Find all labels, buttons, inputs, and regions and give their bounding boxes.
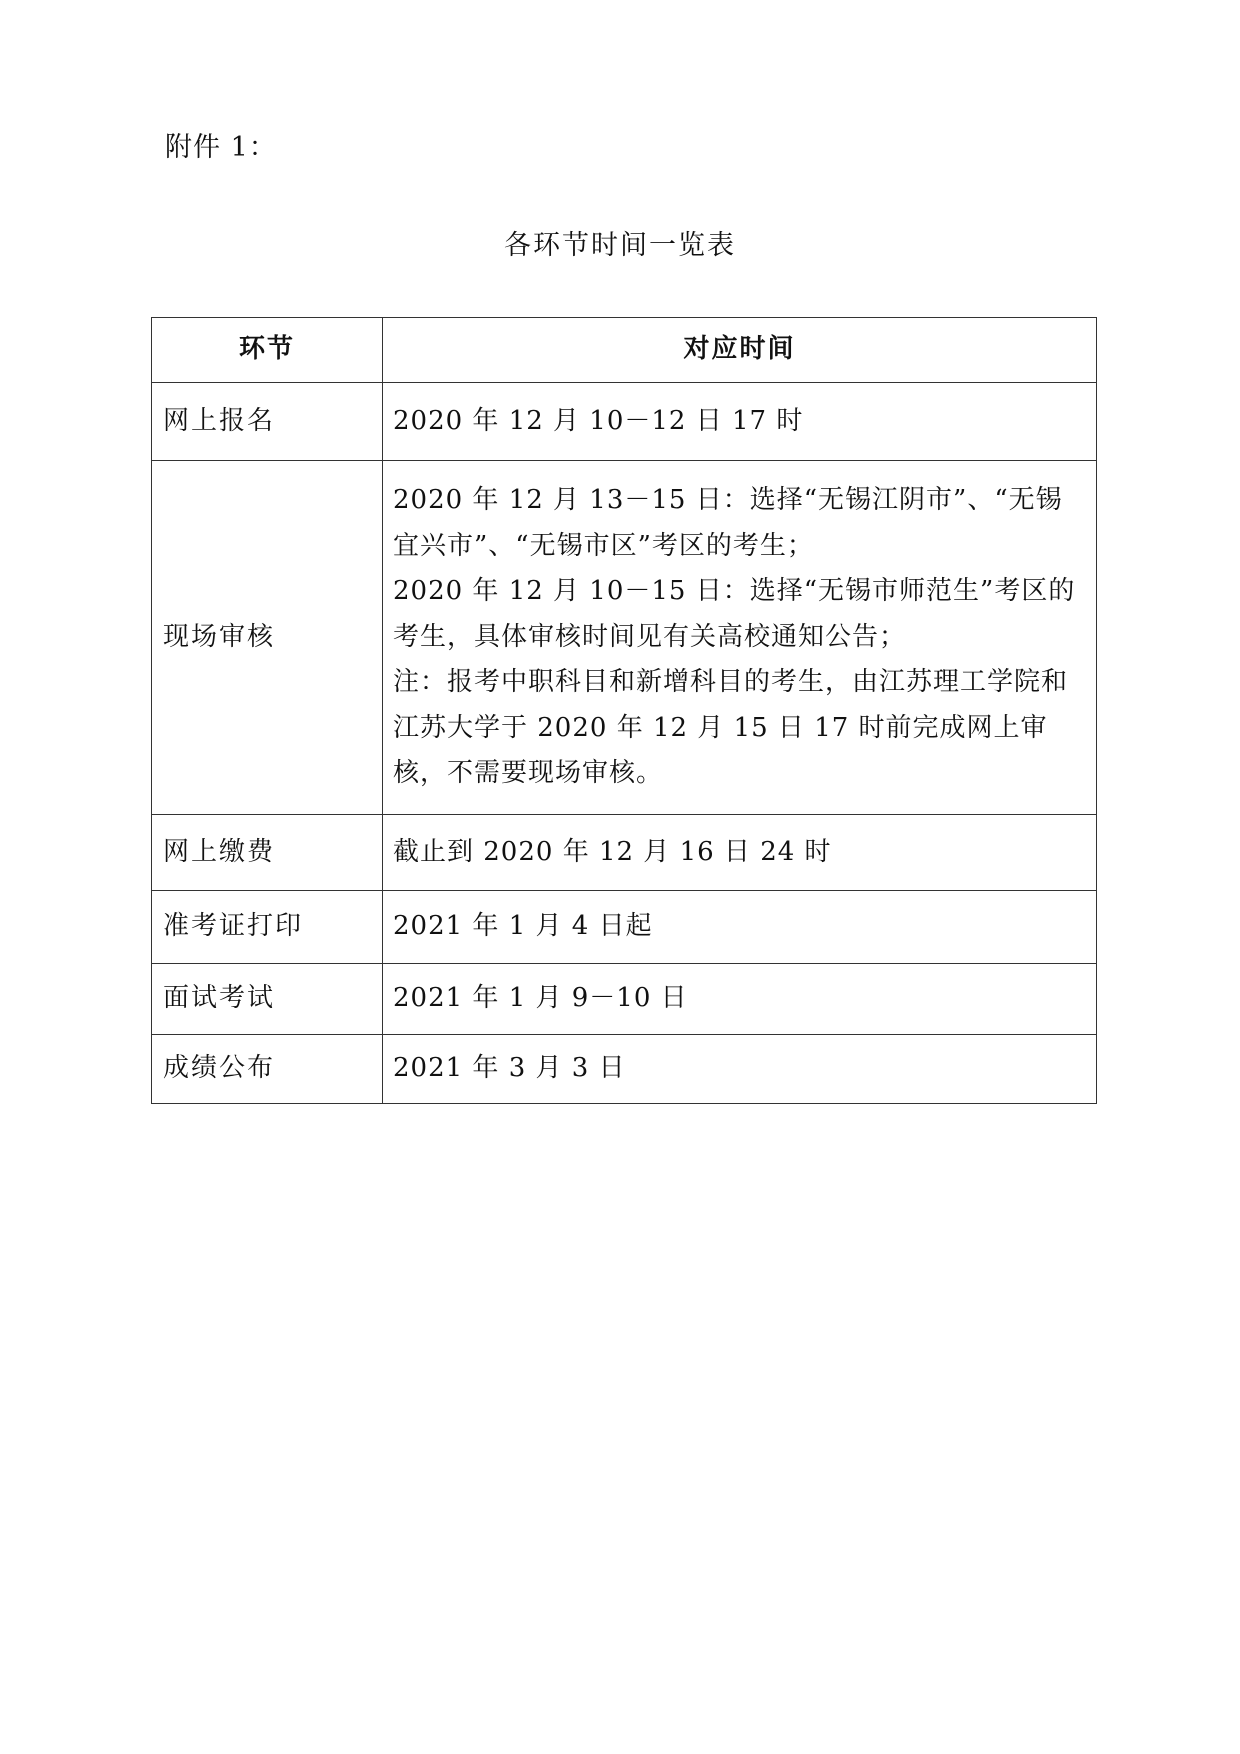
- table-row: [152, 383, 1097, 461]
- time-line: 2021 年 1 月 4 日起: [393, 911, 653, 942]
- table-row: [152, 891, 1097, 964]
- time-line: 2020 年 12 月 10－12 日 17 时: [393, 405, 804, 436]
- time-line: 2020 年 12 月 13－15 日：选择“无锡江阴市”、“无锡宜兴市”、“无锡市区”考区的考生；: [393, 485, 1063, 561]
- time-line: 注：报考中职科目和新增科目的考生，由江苏理工学院和江苏大学于 2020 年 12 月 15 日 17 时前完成网上审核，不需要现场审核。: [393, 667, 1069, 789]
- time-cell: [383, 964, 1097, 1035]
- table-row: [152, 461, 1097, 815]
- table-row: [152, 815, 1097, 891]
- header-time: 对应时间: [383, 318, 1097, 383]
- schedule-table: [151, 317, 1097, 1104]
- header-stage: 环节: [152, 318, 383, 383]
- attachment-label: 附件 1：: [165, 132, 277, 163]
- table-row: [152, 964, 1097, 1035]
- time-line: 2021 年 1 月 9－10 日: [393, 983, 688, 1014]
- time-cell: [383, 461, 1097, 815]
- table-row: [152, 1035, 1097, 1104]
- time-cell: [383, 1035, 1097, 1104]
- table-header-row: [152, 318, 1097, 383]
- time-line: 截止到 2020 年 12 月 16 日 24 时: [393, 836, 832, 867]
- time-line: 2020 年 12 月 10－15 日：选择“无锡市师范生”考区的考生，具体审核时间见有关高校通知公告；: [393, 576, 1076, 652]
- stage-cell: 准考证打印: [152, 891, 383, 964]
- time-cell: [383, 815, 1097, 891]
- stage-cell: 网上报名: [152, 383, 383, 461]
- time-line: 2021 年 3 月 3 日: [393, 1053, 626, 1084]
- stage-cell: 现场审核: [152, 461, 383, 815]
- stage-cell: 网上缴费: [152, 815, 383, 891]
- time-cell: [383, 383, 1097, 461]
- document-title: 各环节时间一览表: [504, 230, 736, 261]
- time-cell: [383, 891, 1097, 964]
- stage-cell: 面试考试: [152, 964, 383, 1035]
- stage-cell: 成绩公布: [152, 1035, 383, 1104]
